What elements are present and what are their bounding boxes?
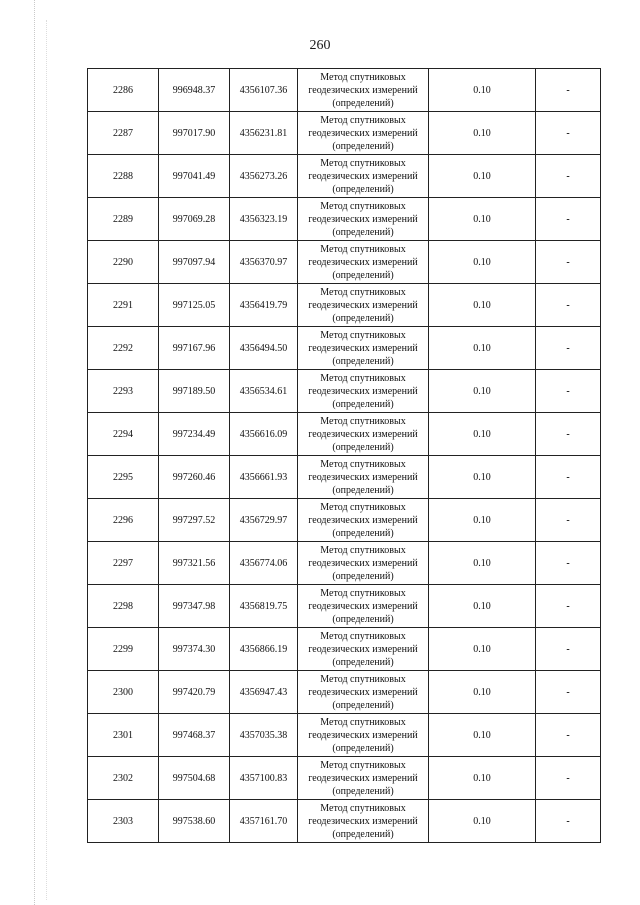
method-line: геодезических измерений [308, 514, 418, 526]
method-cell [298, 714, 429, 757]
table-row [88, 198, 601, 241]
method-line: Метод спутниковых [320, 157, 406, 169]
y-coordinate-cell: 4356866.19 [230, 628, 298, 671]
x-coordinate-cell: 997420.79 [159, 671, 230, 714]
method-cell [298, 198, 429, 241]
accuracy-cell: 0.10 [429, 456, 536, 499]
extra-cell: - [536, 155, 601, 198]
table-row [88, 671, 601, 714]
method-line: Метод спутниковых [320, 200, 406, 212]
method-line: геодезических измерений [308, 428, 418, 440]
y-coordinate-cell: 4356419.79 [230, 284, 298, 327]
accuracy-cell: 0.10 [429, 370, 536, 413]
extra-cell: - [536, 800, 601, 843]
extra-cell: - [536, 456, 601, 499]
extra-cell: - [536, 69, 601, 112]
method-line: (определений) [332, 527, 394, 539]
method-line: (определений) [332, 183, 394, 195]
point-number-cell: 2287 [88, 112, 159, 155]
y-coordinate-cell: 4356729.97 [230, 499, 298, 542]
point-number-cell: 2289 [88, 198, 159, 241]
method-line: (определений) [332, 269, 394, 281]
method-cell [298, 671, 429, 714]
point-number-cell: 2292 [88, 327, 159, 370]
method-line: геодезических измерений [308, 686, 418, 698]
point-number-cell: 2303 [88, 800, 159, 843]
accuracy-cell: 0.10 [429, 800, 536, 843]
point-number-cell: 2298 [88, 585, 159, 628]
extra-cell: - [536, 757, 601, 800]
extra-cell: - [536, 585, 601, 628]
method-cell [298, 413, 429, 456]
extra-cell: - [536, 284, 601, 327]
table-row [88, 327, 601, 370]
point-number-cell: 2297 [88, 542, 159, 585]
method-line: геодезических измерений [308, 471, 418, 483]
x-coordinate-cell: 997374.30 [159, 628, 230, 671]
x-coordinate-cell: 997097.94 [159, 241, 230, 284]
x-coordinate-cell: 997321.56 [159, 542, 230, 585]
table-row [88, 800, 601, 843]
method-cell [298, 628, 429, 671]
x-coordinate-cell: 997347.98 [159, 585, 230, 628]
accuracy-cell: 0.10 [429, 542, 536, 585]
accuracy-cell: 0.10 [429, 69, 536, 112]
accuracy-cell: 0.10 [429, 155, 536, 198]
x-coordinate-cell: 997189.50 [159, 370, 230, 413]
table-row [88, 499, 601, 542]
method-line: Метод спутниковых [320, 114, 406, 126]
point-number-cell: 2293 [88, 370, 159, 413]
accuracy-cell: 0.10 [429, 241, 536, 284]
method-line: (определений) [332, 355, 394, 367]
method-line: геодезических измерений [308, 729, 418, 741]
y-coordinate-cell: 4356616.09 [230, 413, 298, 456]
y-coordinate-cell: 4357100.83 [230, 757, 298, 800]
method-line: (определений) [332, 441, 394, 453]
x-coordinate-cell: 997468.37 [159, 714, 230, 757]
scan-artifact-line [34, 0, 36, 905]
accuracy-cell: 0.10 [429, 671, 536, 714]
extra-cell: - [536, 327, 601, 370]
method-line: геодезических измерений [308, 772, 418, 784]
accuracy-cell: 0.10 [429, 112, 536, 155]
method-line: (определений) [332, 742, 394, 754]
y-coordinate-cell: 4356107.36 [230, 69, 298, 112]
method-cell [298, 155, 429, 198]
method-line: Метод спутниковых [320, 759, 406, 771]
y-coordinate-cell: 4356819.75 [230, 585, 298, 628]
table-row [88, 155, 601, 198]
method-line: Метод спутниковых [320, 243, 406, 255]
accuracy-cell: 0.10 [429, 714, 536, 757]
accuracy-cell: 0.10 [429, 198, 536, 241]
y-coordinate-cell: 4356774.06 [230, 542, 298, 585]
extra-cell: - [536, 241, 601, 284]
method-line: геодезических измерений [308, 643, 418, 655]
method-cell [298, 456, 429, 499]
table-row [88, 112, 601, 155]
point-number-cell: 2295 [88, 456, 159, 499]
point-number-cell: 2300 [88, 671, 159, 714]
y-coordinate-cell: 4357035.38 [230, 714, 298, 757]
method-line: геодезических измерений [308, 557, 418, 569]
page-number: 260 [309, 38, 331, 53]
method-line: геодезических измерений [308, 84, 418, 96]
method-line: геодезических измерений [308, 213, 418, 225]
extra-cell: - [536, 370, 601, 413]
method-cell [298, 370, 429, 413]
method-cell [298, 499, 429, 542]
table-row [88, 284, 601, 327]
x-coordinate-cell: 997538.60 [159, 800, 230, 843]
table-row [88, 714, 601, 757]
table-row [88, 370, 601, 413]
extra-cell: - [536, 499, 601, 542]
method-line: (определений) [332, 613, 394, 625]
method-line: (определений) [332, 828, 394, 840]
extra-cell: - [536, 714, 601, 757]
method-line: геодезических измерений [308, 127, 418, 139]
y-coordinate-cell: 4356323.19 [230, 198, 298, 241]
method-cell [298, 69, 429, 112]
x-coordinate-cell: 997017.90 [159, 112, 230, 155]
extra-cell: - [536, 413, 601, 456]
method-cell [298, 800, 429, 843]
method-line: (определений) [332, 97, 394, 109]
accuracy-cell: 0.10 [429, 585, 536, 628]
method-line: Метод спутниковых [320, 544, 406, 556]
point-number-cell: 2299 [88, 628, 159, 671]
method-line: (определений) [332, 656, 394, 668]
table-body [88, 69, 601, 843]
method-line: (определений) [332, 226, 394, 238]
method-line: Метод спутниковых [320, 802, 406, 814]
x-coordinate-cell: 997041.49 [159, 155, 230, 198]
method-line: (определений) [332, 312, 394, 324]
method-cell [298, 327, 429, 370]
y-coordinate-cell: 4356273.26 [230, 155, 298, 198]
table-row [88, 757, 601, 800]
method-line: Метод спутниковых [320, 71, 406, 83]
accuracy-cell: 0.10 [429, 628, 536, 671]
method-line: Метод спутниковых [320, 329, 406, 341]
method-line: (определений) [332, 484, 394, 496]
method-line: (определений) [332, 785, 394, 797]
y-coordinate-cell: 4356370.97 [230, 241, 298, 284]
method-line: геодезических измерений [308, 600, 418, 612]
method-line: (определений) [332, 570, 394, 582]
point-number-cell: 2302 [88, 757, 159, 800]
extra-cell: - [536, 112, 601, 155]
table-row [88, 542, 601, 585]
accuracy-cell: 0.10 [429, 757, 536, 800]
method-line: геодезических измерений [308, 299, 418, 311]
x-coordinate-cell: 996948.37 [159, 69, 230, 112]
method-line: геодезических измерений [308, 385, 418, 397]
method-cell [298, 542, 429, 585]
method-line: Метод спутниковых [320, 630, 406, 642]
accuracy-cell: 0.10 [429, 284, 536, 327]
method-line: Метод спутниковых [320, 673, 406, 685]
point-number-cell: 2288 [88, 155, 159, 198]
accuracy-cell: 0.10 [429, 499, 536, 542]
extra-cell: - [536, 628, 601, 671]
accuracy-cell: 0.10 [429, 327, 536, 370]
method-line: геодезических измерений [308, 170, 418, 182]
point-number-cell: 2291 [88, 284, 159, 327]
x-coordinate-cell: 997125.05 [159, 284, 230, 327]
x-coordinate-cell: 997297.52 [159, 499, 230, 542]
method-line: Метод спутниковых [320, 372, 406, 384]
table-row [88, 413, 601, 456]
x-coordinate-cell: 997504.68 [159, 757, 230, 800]
method-cell [298, 284, 429, 327]
method-line: геодезических измерений [308, 815, 418, 827]
method-line: Метод спутниковых [320, 501, 406, 513]
extra-cell: - [536, 198, 601, 241]
method-cell [298, 112, 429, 155]
method-line: Метод спутниковых [320, 286, 406, 298]
y-coordinate-cell: 4356661.93 [230, 456, 298, 499]
method-line: Метод спутниковых [320, 587, 406, 599]
method-line: Метод спутниковых [320, 716, 406, 728]
point-number-cell: 2296 [88, 499, 159, 542]
x-coordinate-cell: 997260.46 [159, 456, 230, 499]
y-coordinate-cell: 4356534.61 [230, 370, 298, 413]
point-number-cell: 2286 [88, 69, 159, 112]
x-coordinate-cell: 997069.28 [159, 198, 230, 241]
table-row [88, 628, 601, 671]
y-coordinate-cell: 4356494.50 [230, 327, 298, 370]
table-row [88, 456, 601, 499]
method-cell [298, 585, 429, 628]
method-line: (определений) [332, 398, 394, 410]
method-cell [298, 241, 429, 284]
y-coordinate-cell: 4356947.43 [230, 671, 298, 714]
method-line: Метод спутниковых [320, 415, 406, 427]
point-number-cell: 2294 [88, 413, 159, 456]
method-line: (определений) [332, 699, 394, 711]
scan-artifact-line [46, 20, 48, 900]
x-coordinate-cell: 997234.49 [159, 413, 230, 456]
table-row [88, 241, 601, 284]
extra-cell: - [536, 671, 601, 714]
extra-cell: - [536, 542, 601, 585]
point-number-cell: 2290 [88, 241, 159, 284]
method-cell [298, 757, 429, 800]
method-line: геодезических измерений [308, 342, 418, 354]
y-coordinate-cell: 4356231.81 [230, 112, 298, 155]
method-line: геодезических измерений [308, 256, 418, 268]
point-number-cell: 2301 [88, 714, 159, 757]
table-row [88, 585, 601, 628]
method-line: Метод спутниковых [320, 458, 406, 470]
coordinates-table [87, 68, 601, 843]
accuracy-cell: 0.10 [429, 413, 536, 456]
y-coordinate-cell: 4357161.70 [230, 800, 298, 843]
table-row [88, 69, 601, 112]
method-line: (определений) [332, 140, 394, 152]
x-coordinate-cell: 997167.96 [159, 327, 230, 370]
